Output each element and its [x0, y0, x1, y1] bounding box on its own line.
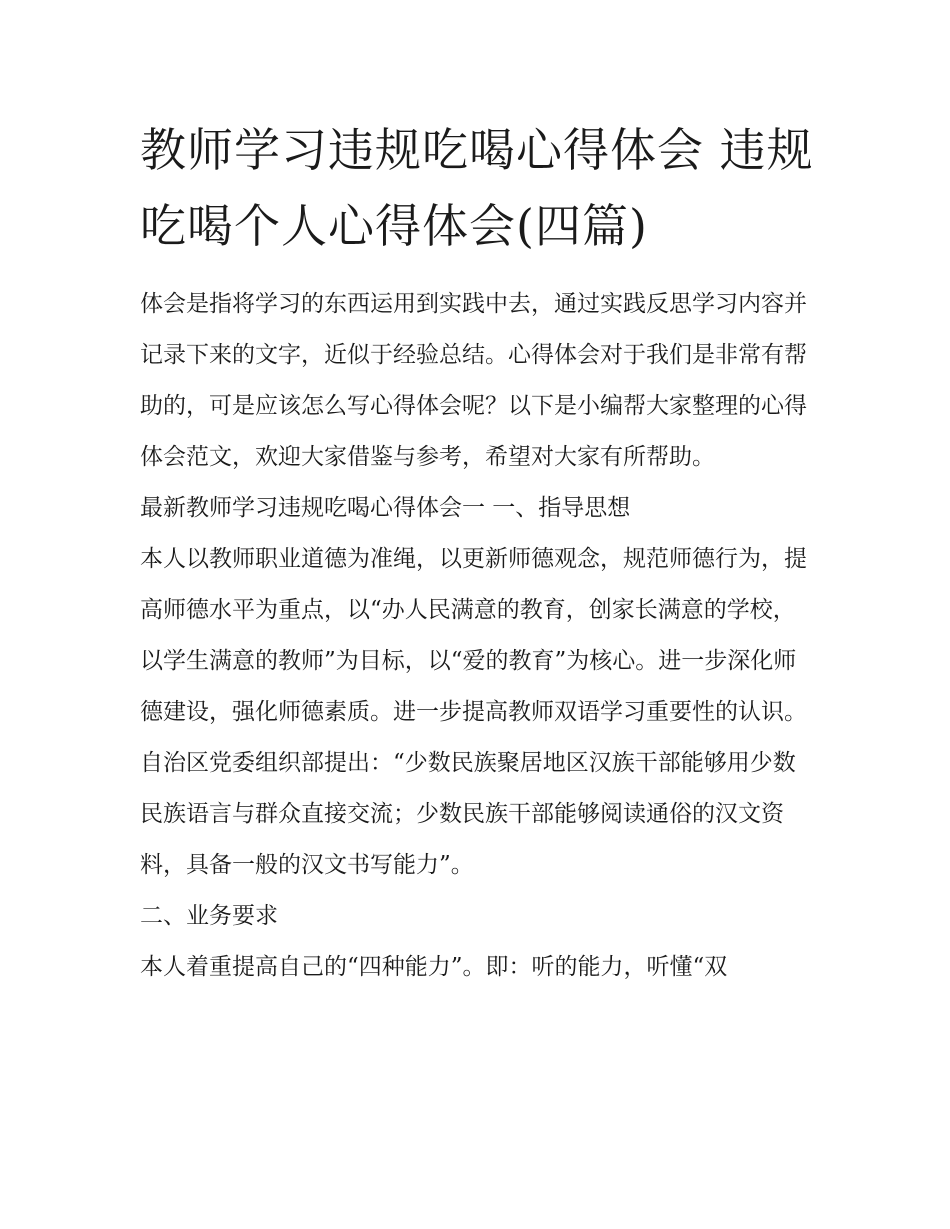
- section-heading-business-requirements: 二、业务要求: [140, 903, 278, 929]
- body-paragraph: 本人以教师职业道德为准绳，以更新师德观念，规范师德行为，提高师德水平为重点，以“办人民满意的教育，创家长满意的学校，以学生满意的教师”为目标，以“爱的教育”为核心。进一步深化师德建设，强化师德素质。进一步提高教师双语学习重要性的认识。自治区党委组织部提出：“少数民族聚居地区汉族干部能够用少数民族语言与群众直接交流；少数民族干部能够阅读通俗的汉文资料，具备一般的汉文书写能力”。: [140, 546, 807, 878]
- document-title: 教师学习违规吃喝心得体会 违规吃喝个人心得体会(四篇): [140, 123, 814, 253]
- intro-paragraph: 体会是指将学习的东西运用到实践中去，通过实践反思学习内容并记录下来的文字，近似于经验总结。心得体会对于我们是非常有帮助的，可是应该怎么写心得体会呢？以下是小编帮大家整理的心得体会范文，欢迎大家借鉴与参考，希望对大家有所帮助。: [140, 291, 807, 470]
- document-page: [140, 112, 816, 993]
- section-heading-guiding-ideology: 最新教师学习违规吃喝心得体会一 一、指导思想: [140, 495, 631, 521]
- body-paragraph-continued: 本人着重提高自己的“四种能力”。即：听的能力，听懂“双: [140, 954, 728, 980]
